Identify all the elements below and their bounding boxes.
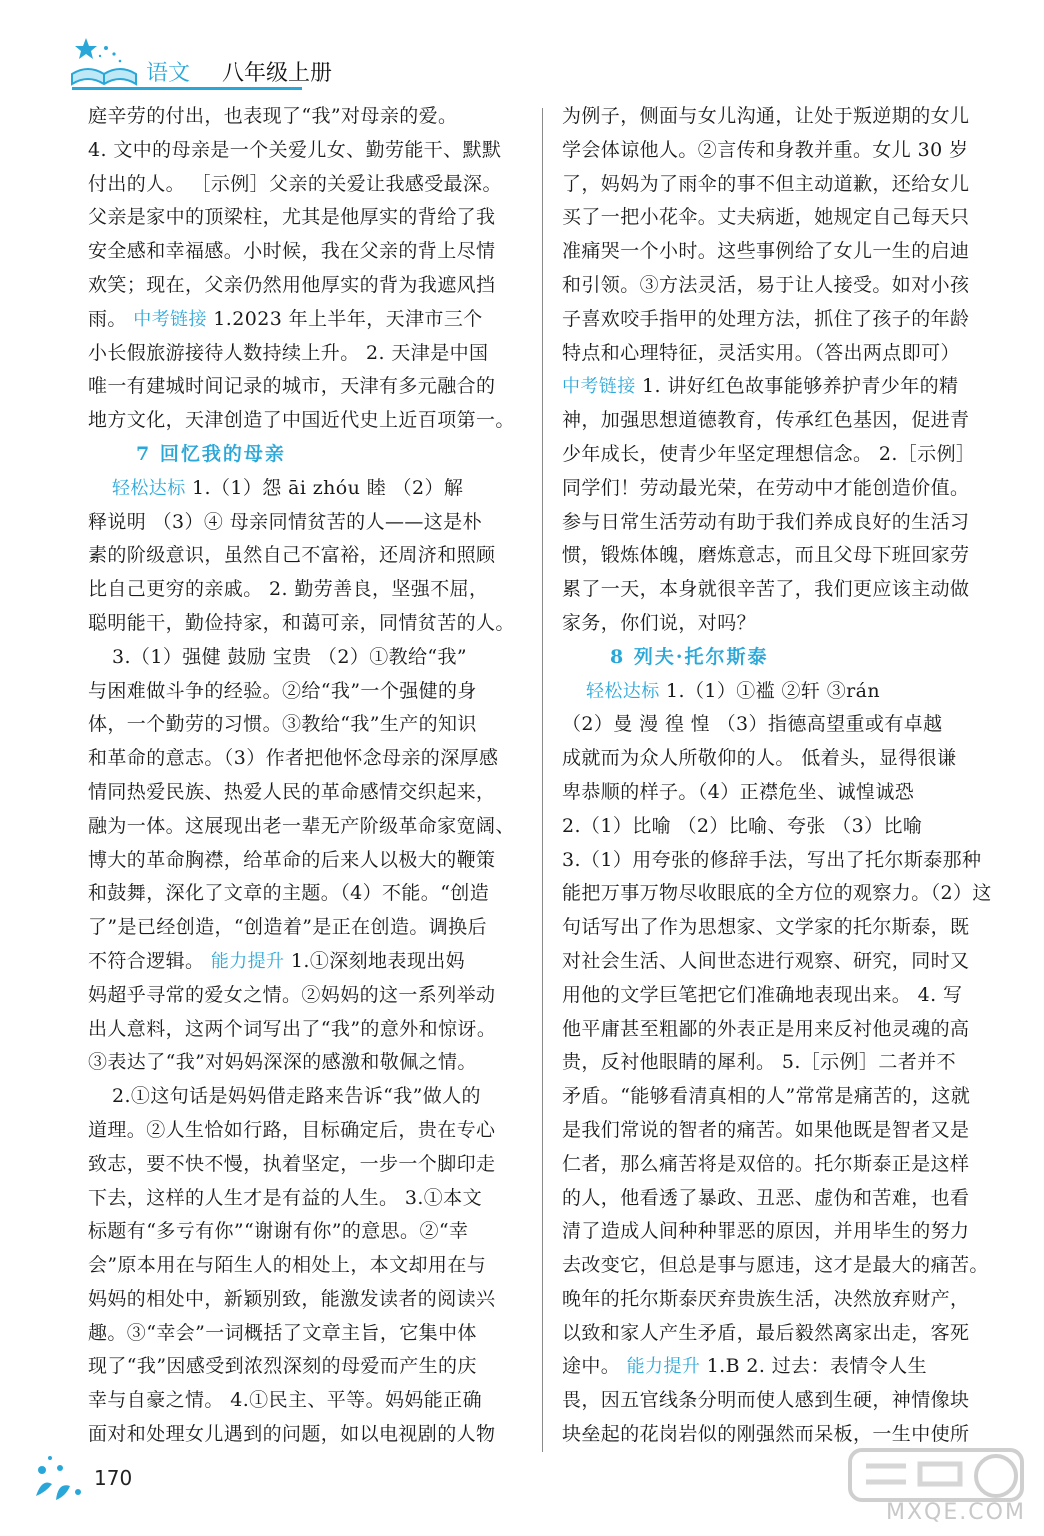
text-line [88,539,520,573]
text-line [88,607,520,641]
subject-label: 语文 [146,61,191,86]
line-text: 付出的人。 ［示例］父亲的关爱让我感受最深。 [88,172,502,195]
line-text: 块垒起的花岗岩似的刚强然而呆板，一生中使所 [562,1423,970,1446]
line-text: 同学们！劳动最光荣，在劳动中才能创造价值。 [562,476,970,499]
line-text: 成就而为众人所敬仰的人。 低着头，显得很谦 [562,747,957,770]
text-line [562,945,994,979]
line-text: 3.（1）用夸张的修辞手法，写出了托尔斯泰那种 [562,848,982,871]
line-text: 能把万事万物尽收眼底的全方位的观察力。（2）这 [562,882,992,905]
line-text: 畏，因五官线条分明而使人感到生硬，神情像块 [562,1389,970,1412]
page-number: 170 [94,1466,133,1490]
line-text: 小长假旅游接待人数持续上升。 2. 天津是中国 [88,341,489,364]
line-text: 和引领。③方法灵活，易于让人接受。如对小孩 [562,273,970,296]
left-column [88,100,520,1452]
text-line [88,100,520,134]
section-tag: 能力提升 [626,1356,701,1378]
text-line [88,1114,520,1148]
line-text: 融为一体。这展现出老一辈无产阶级革命家宽阔、 [88,814,515,837]
line-text: 对社会生活、人间世态进行观察、研究，同时又 [562,949,970,972]
line-text: 贵，反衬他眼睛的犀利。 5.［示例］二者并不 [562,1051,956,1074]
line-text: 不符合逻辑。 [88,949,211,972]
text-line [562,201,994,235]
text-line [88,877,520,911]
text-line [562,100,994,134]
line-text: 去改变它，但总是事与愿违，这才是最大的痛苦。 [562,1254,989,1277]
text-line [88,573,520,607]
text-line [88,134,520,168]
line-text: 参与日常生活劳动有助于我们养成良好的生活习 [562,510,970,533]
line-text: 妈超乎寻常的爱女之情。②妈妈的这一系列举动 [88,983,496,1006]
line-text: 8 列夫·托尔斯泰 [610,645,769,668]
text-line [88,168,520,202]
text-line [562,844,994,878]
line-text: 特点和心理特征，灵活实用。（答出两点即可） [562,341,960,364]
text-line [562,1350,994,1384]
text-line [88,708,520,742]
line-text: 与困难做斗争的经验。②给“我”一个强健的身 [88,679,477,702]
text-line [88,1013,520,1047]
line-text: 4. 文中的母亲是一个关爱儿女、勤劳能干、默默 [88,138,502,161]
text-line [562,303,994,337]
text-line [562,370,994,404]
line-text: 幸与自豪之情。 4.①民主、平等。妈妈能正确 [88,1389,482,1412]
line-text: 素的阶级意识，虽然自己不富裕，还周济和照顾 [88,544,496,567]
text-line [562,1148,994,1182]
line-text: 买了一把小花伞。丈夫病逝，她规定自己每天只 [562,206,970,229]
line-text: 卑恭顺的样子。（4）正襟危坐、诚惶诚恐 [562,780,915,803]
line-text: 2.（1）比喻 （2）比喻、夸张 （3）比喻 [562,814,923,837]
column-divider [542,108,543,1452]
text-line [88,269,520,303]
text-line [88,235,520,269]
right-column [562,100,994,1452]
text-line [88,1215,520,1249]
text-line [562,134,994,168]
line-text: 安全感和幸福感。小时候，我在父亲的背上尽情 [88,240,496,263]
line-text: 博大的革命胸襟，给革命的后来人以极大的鞭策 [88,848,496,871]
line-text: 仁者，那么痛苦将是双倍的。托尔斯泰正是这样 [562,1152,970,1175]
line-text: 1.①深刻地表现出妈 [284,949,466,972]
line-text: 7 回忆我的母亲 [136,442,286,465]
line-text: 用他的文学巨笔把它们准确地表现出来。 4. 写 [562,983,963,1006]
text-line [562,911,994,945]
text-line [562,810,994,844]
text-line [562,607,994,641]
line-text: 家务，你们说，对吗？ [562,611,757,634]
line-text: 比自己更穷的亲戚。 2. 勤劳善良，坚强不屈， [88,578,489,601]
section-tag: 轻松达标 [586,680,660,702]
text-line [562,168,994,202]
text-line [562,1013,994,1047]
text-line [562,472,994,506]
line-text: 唯一有建城时间记录的城市，天津有多元融合的 [88,375,496,398]
line-text: 释说明 （3）④ 母亲同情贫苦的人——这是朴 [88,510,482,533]
text-line [562,742,994,776]
text-line [562,1114,994,1148]
line-text: 聪明能干，勤俭持家，和蔼可亲，同情贫苦的人。 [88,611,515,634]
line-text: 会”原本用在与陌生人的相处上，本文却用在与 [88,1254,487,1277]
line-text: 现了“我”因感受到浓烈深刻的母爱而产生的庆 [88,1355,477,1378]
text-line [562,404,994,438]
watermark-site: MXQE.COM [886,1500,1026,1525]
line-text: 累了一天，本身就很辛苦了，我们更应该主动做 [562,578,970,601]
text-line [88,945,520,979]
line-text: 下去，这样的人生才是有益的人生。 3.①本文 [88,1186,482,1209]
line-text: 矛盾。“能够看清真相的人”常常是痛苦的，这就 [562,1085,971,1108]
text-line [562,1182,994,1216]
line-text: 地方文化，天津创造了中国近代史上近百项第一。 [88,409,515,432]
text-line [562,573,994,607]
text-line [562,1046,994,1080]
text-line [88,742,520,776]
line-text: 1.B 2. 过去：表情令人生 [700,1355,927,1378]
text-line [562,269,994,303]
line-text: 道理。②人生恰如行路，目标确定后，贵在专心 [88,1118,496,1141]
text-line [562,337,994,371]
line-text: 1.（1）①褴 ②轩 ③rán [659,679,880,702]
text-line [88,911,520,945]
line-text: 妈妈的相处中，新颖别致，能激发读者的阅读兴 [88,1287,496,1310]
line-text: 庭辛劳的付出，也表现了“我”对母亲的爱。 [88,105,458,127]
text-line [562,776,994,810]
section-title [88,438,520,472]
text-line [562,1283,994,1317]
line-text: 为例子，侧面与女儿沟通，让处于叛逆期的女儿 [562,105,970,127]
section-tag: 中考链接 [133,308,207,330]
line-text: 出人意料，这两个词写出了“我”的意外和惊讶。 [88,1017,497,1040]
text-line [88,1148,520,1182]
line-text: 雨。 [88,307,134,330]
text-line [88,1350,520,1384]
line-text: ③表达了“我”对妈妈深深的感激和敬佩之情。 [88,1051,477,1074]
text-line [88,1182,520,1216]
line-text: 是我们常说的智者的痛苦。如果他既是智者又是 [562,1118,970,1141]
text-line [562,539,994,573]
text-line [562,675,994,709]
text-line [88,337,520,371]
line-text: 1. 讲好红色故事能够养护青少年的精 [635,375,959,398]
text-line [88,1046,520,1080]
text-line [562,1317,994,1351]
line-text: 和革命的意志。（3）作者把他怀念母亲的深厚感 [88,747,499,770]
section-tag: 轻松达标 [112,477,186,499]
line-text: 子喜欢咬手指甲的处理方法，抓住了孩子的年龄 [562,307,970,330]
text-line [88,675,520,709]
line-text: 准痛哭一个小时。这些事例给了女儿一生的启迪 [562,240,970,263]
text-line [562,1249,994,1283]
text-line [88,1249,520,1283]
text-line [562,506,994,540]
line-text: 以致和家人产生矛盾，最后毅然离家出走，客死 [562,1321,970,1344]
text-line [88,641,520,675]
section-title [562,641,994,675]
header-rule [72,87,302,90]
text-line [88,1418,520,1452]
text-line [88,303,520,337]
grade-label: 八年级上册 [222,61,333,86]
text-line [88,776,520,810]
line-text: 的人，他看透了暴政、丑恶、虚伪和苦难，也看 [562,1186,970,1209]
line-text: 3.（1）强健 鼓励 宝贵 （2）①教给“我” [112,645,468,668]
line-text: 标题有“多亏有你”“谢谢有你”的意思。②“幸 [88,1220,469,1243]
text-line [562,1384,994,1418]
line-text: 父亲是家中的顶梁柱，尤其是他厚实的背给了我 [88,206,496,229]
line-text: 神，加强思想道德教育，传承红色基因，促进青 [562,409,970,432]
section-tag: 中考链接 [562,376,636,398]
text-line [562,979,994,1013]
text-line [562,1215,994,1249]
line-text: 清了造成人间种种罪恶的原因，并用毕生的努力 [562,1220,970,1243]
line-text: 和鼓舞，深化了文章的主题。（4）不能。“创造 [88,882,490,905]
line-text: 体，一个勤劳的习惯。③教给“我”生产的知识 [88,713,477,736]
line-text: 惯，锻炼体魄，磨炼意志，而且父母下班回家劳 [562,544,970,567]
line-text: 面对和处理女儿遇到的问题，如以电视剧的人物 [88,1423,496,1446]
text-line [88,1317,520,1351]
line-text: 学会体谅他人。②言传和身教并重。女儿 30 岁 [562,138,969,161]
line-text: 晚年的托尔斯泰厌弃贵族生活，决然放弃财产， [562,1287,970,1310]
line-text: 欢笑；现在，父亲仍然用他厚实的背为我遮风挡 [88,273,496,296]
line-text: 少年成长，使青少年坚定理想信念。 2.［示例］ [562,442,976,465]
text-line [562,235,994,269]
line-text: 致志，要不快不慢，执着坚定，一步一个脚印走 [88,1152,496,1175]
text-line [88,370,520,404]
text-line [88,472,520,506]
text-line [88,1283,520,1317]
text-line [88,979,520,1013]
text-line [88,810,520,844]
text-line [562,1080,994,1114]
section-tag: 能力提升 [210,950,285,972]
text-line [562,708,994,742]
line-text: 情同热爱民族、热爱人民的革命感情交织起来， [88,780,496,803]
line-text: 1.2023 年上半年，天津市三个 [206,307,483,330]
line-text: 2.①这句话是妈妈借走路来告诉“我”做人的 [112,1085,481,1108]
text-line [88,404,520,438]
line-text: 句话写出了作为思想家、文学家的托尔斯泰，既 [562,916,970,939]
text-line [88,844,520,878]
line-text: （2）曼 漫 徨 惶 （3）指德高望重或有卓越 [562,713,943,736]
text-line [562,438,994,472]
text-line [88,201,520,235]
line-text: 了，妈妈为了雨伞的事不但主动道歉，还给女儿 [562,172,970,195]
text-line [88,1080,520,1114]
line-text: 了”是已经创造，“创造着”是正在创造。调换后 [88,916,487,939]
line-text: 1.（1）怨 āi zhóu 睦 （2）解 [185,476,464,499]
text-line [562,877,994,911]
page-header [0,0,1044,96]
book-star-logo-icon [66,34,142,92]
line-text: 趣。③“幸会”一词概括了文章主旨，它集中体 [88,1321,477,1344]
line-text: 途中。 [562,1355,627,1378]
text-line [88,506,520,540]
line-text: 他平庸甚至粗鄙的外表正是用来反衬他灵魂的高 [562,1017,970,1040]
text-line [88,1384,520,1418]
